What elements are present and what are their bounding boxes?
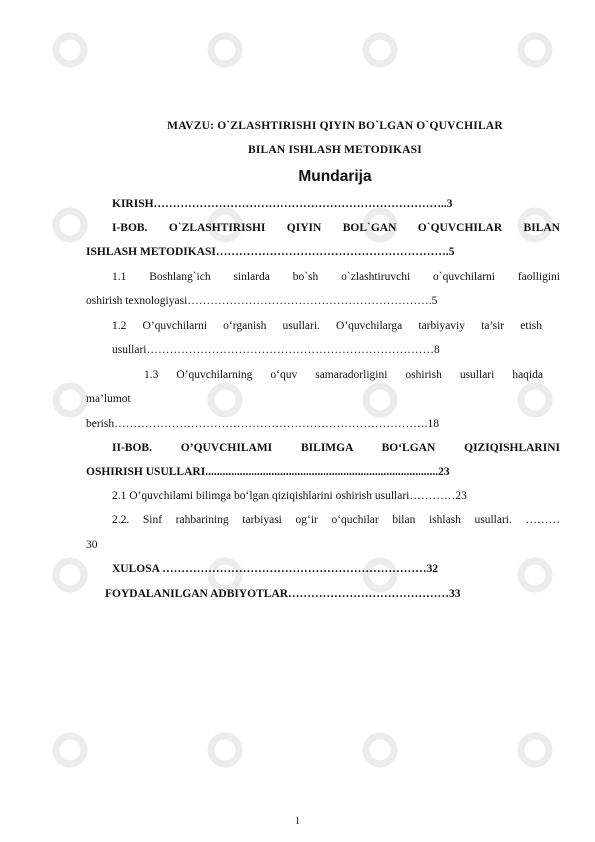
toc-entry-adabiyotlar: FOYDALANILGAN ADBIYOTLAR……………………………………33	[105, 588, 461, 600]
document-title-line-2: BILAN ISHLASH METODIKASI	[248, 144, 422, 156]
toc-entry-chapter-1-line-2: ISHLASH METODIKASI…………………………………………………….5	[86, 246, 455, 258]
toc-entry-1-3-line-3: berish……………………………………………………………………….18	[86, 418, 439, 430]
toc-entry-kirish: KIRISH…………………………………………………………………..3	[112, 198, 453, 210]
toc-entry-chapter-2-line-1: II-BOB. O’QUVCHILAMI BILIMGA BO‘LGAN QIZIQISHLARINI	[112, 442, 560, 454]
toc-entry-1-1-line-1: 1.1 Boshlang`ich sinlarda bo`sh o`zlashtiruvchi o`quvchilarni faolligini	[112, 271, 560, 283]
toc-entry-1-3-line-2: ma’lumot	[86, 393, 131, 405]
toc-entry-1-2-line-1: 1.2 O’quvchilarni o‘rganish usullari. O’quvchilarga tarbiyaviy ta’sir etish	[112, 320, 542, 332]
document-title-line-1: MAVZU: O`ZLASHTIRISHI QIYIN BO`LGAN O`QUVCHILAR	[167, 120, 503, 132]
toc-entry-1-2-line-2: usullari…………………………………………………………………8	[112, 344, 440, 356]
toc-heading: Mundarija	[298, 168, 372, 185]
toc-entry-2-1: 2.1 O’quvchilami bilimga bo‘lgan qiziqishlarini oshirish usullari…………23	[112, 490, 467, 502]
toc-entry-1-3-line-1: 1.3 O’quvchilarning o‘quv samaradorligini oshirish usullari haqida	[144, 369, 543, 381]
toc-entry-chapter-2-line-2: OSHIRISH USULLARI.................................................................................23	[86, 466, 450, 478]
toc-entry-2-2-line-1: 2.2. Sinf rahbarining tarbiyasi og‘ir o‘quchilar bilan ishlash usullari. ………	[112, 514, 560, 526]
toc-entry-2-2-line-2: 30	[86, 539, 98, 551]
toc-entry-chapter-1-line-1: I-BOB. O`ZLASHTIRISHI QIYIN BOL`GAN O`QUVCHILAR BILAN	[112, 222, 560, 234]
toc-entry-1-1-line-2: oshirish texnologiyasi……………………………………………………….5	[86, 295, 438, 307]
toc-entry-xulosa: XULOSA ……………………………………………………………32	[112, 563, 439, 575]
page-number: 1	[295, 816, 300, 827]
